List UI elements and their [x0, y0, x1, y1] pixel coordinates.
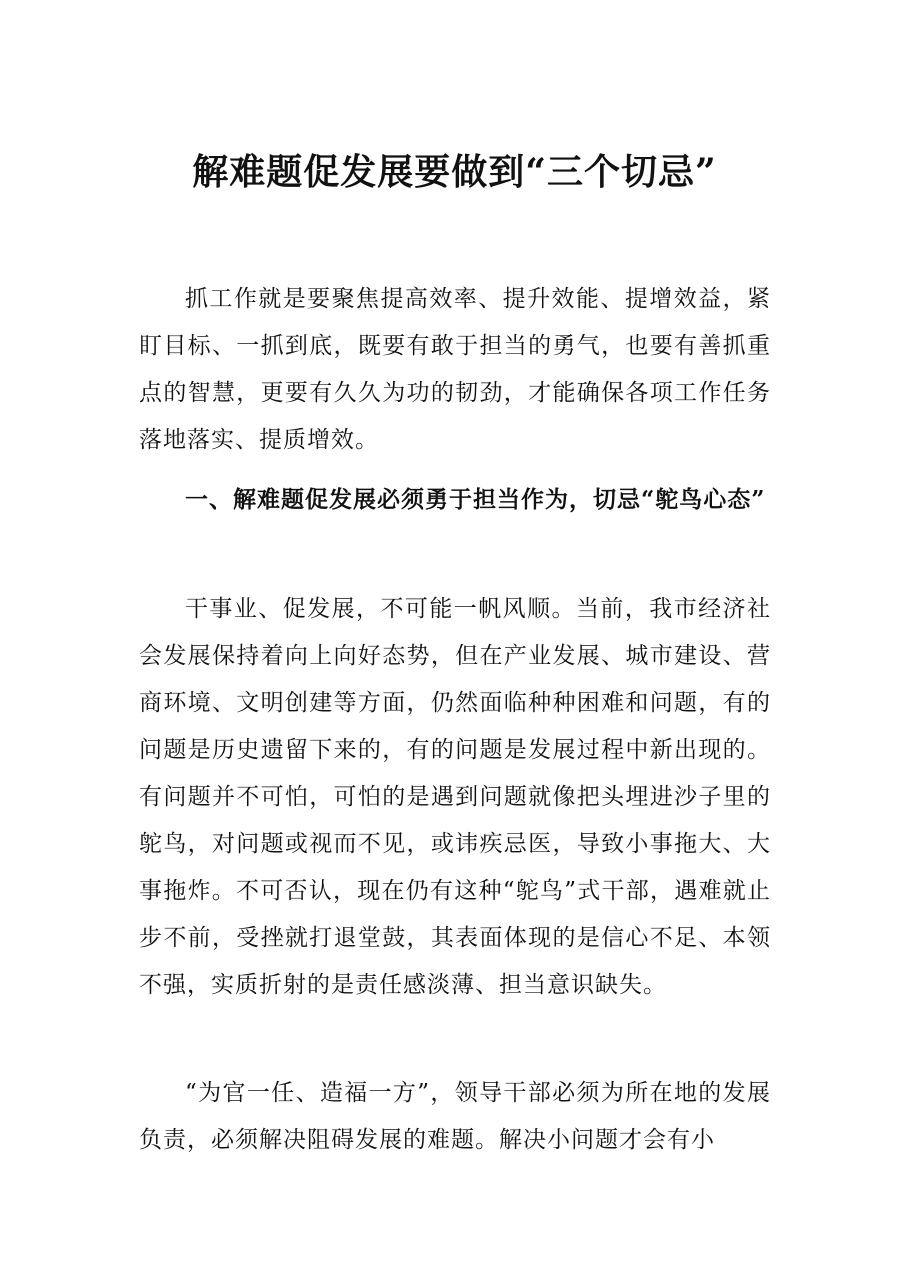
paragraph-intro: 抓工作就是要聚焦提高效率、提升效能、提增效益，紧盯目标、一抓到底，既要有敢于担当的勇气，也要有善抓重点的智慧，更要有久久为功的韧劲，才能确保各项工作任务落地落实、提质增效。	[139, 286, 771, 453]
paragraph-section-1-continued: “为官一任、造福一方”，领导干部必须为所在地的发展负责，必须解决阻碍发展的难题。解决小问题才会有小	[139, 1080, 771, 1153]
paragraph-section-1: 干事业、促发展，不可能一帆风顺。当前，我市经济社会发展保持着向上向好态势，但在产业发展、城市建设、营商环境、文明创建等方面，仍然面临种种困难和问题，有的问题是历史遗留下来的，有的问题是发展过程中新出现的。有问题并不可怕，可怕的是遇到问题就像把头埋进沙子里的鸵鸟，对问题或视而不见，或讳疾忌医，导致小事拖大、大事拖炸。不可否认，现在仍有这种“鸵鸟”式干部，遇难就止步不前，受挫就打退堂鼓，其表面体现的是信心不足、本领不强，实质折射的是责任感淡薄、担当意识缺失。	[139, 596, 771, 998]
page-title: 解难题促发展要做到“三个切忌”	[192, 151, 717, 193]
section-heading-1: 一、解难题促发展必须勇于担当作为，切忌“鸵鸟心态”	[185, 486, 766, 513]
